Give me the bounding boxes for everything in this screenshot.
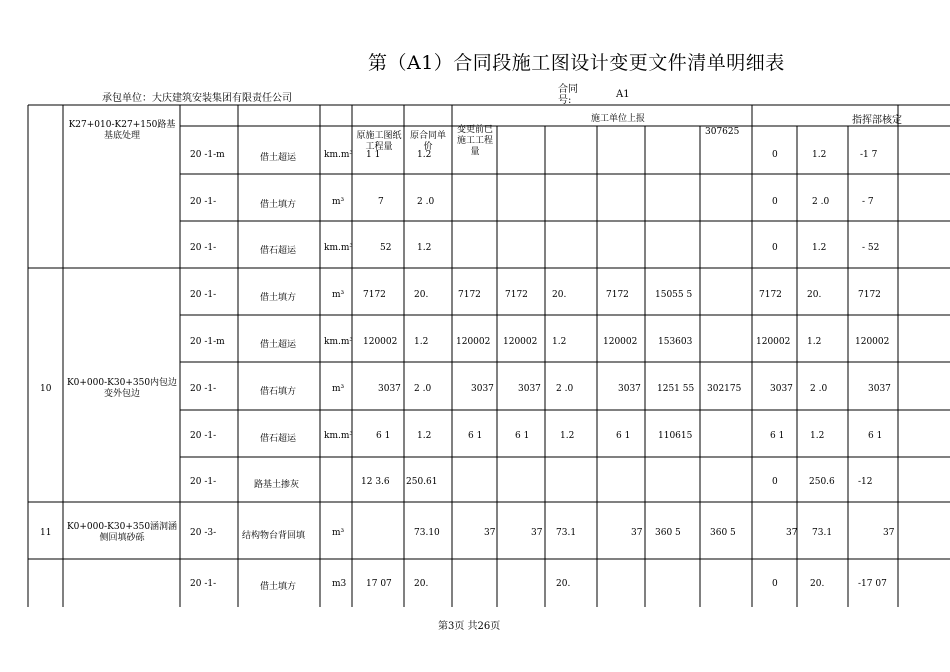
item-code: 20 -1-	[190, 384, 217, 394]
item-name: 借土填方	[260, 293, 297, 303]
item-unit: m3	[332, 579, 347, 589]
item-price: 1.2	[417, 150, 432, 160]
hq-qty: 0	[772, 579, 778, 589]
group-no: 11	[40, 528, 52, 538]
hq-qty: 120002	[756, 337, 791, 347]
item-price: 20.	[414, 290, 429, 300]
hq-diff: -12	[858, 477, 873, 487]
item-unit: km.m³	[324, 431, 353, 441]
report-price: 2 .0	[556, 384, 574, 394]
header-done-qty: 变更前已施工工程量	[456, 125, 493, 157]
item-price: 20.	[414, 579, 429, 589]
item-qty: 7172	[363, 290, 386, 300]
item-qty: 1 1	[366, 150, 381, 160]
item-unit: m³	[332, 197, 345, 207]
hq-diff: 3037	[868, 384, 891, 394]
item-qty: 12 3.6	[361, 477, 390, 487]
item-unit: m³	[332, 290, 345, 300]
item-name: 借石超运	[260, 434, 297, 444]
item-name: 借石填方	[260, 387, 297, 397]
page-title: 第（A1）合同段施工图设计变更文件清单明细表	[368, 52, 785, 74]
report-qty2: 120002	[603, 337, 638, 347]
report-price: 1.2	[560, 431, 575, 441]
report-qty2: 7172	[606, 290, 629, 300]
hq-price: 2 .0	[810, 384, 828, 394]
hq-price: 1.2	[810, 431, 825, 441]
hq-diff: 6 1	[868, 431, 883, 441]
hq-diff: -1 7	[860, 150, 878, 160]
done-qty: 120002	[456, 337, 491, 347]
hq-qty: 6 1	[770, 431, 785, 441]
report-amount: 360 5	[655, 528, 681, 538]
hq-qty: 0	[772, 243, 778, 253]
hq-price: 73.1	[812, 528, 833, 538]
item-qty: 120002	[363, 337, 398, 347]
report-price: 20.	[556, 579, 571, 589]
report-price: 1.2	[552, 337, 567, 347]
item-code: 20 -1-	[190, 197, 217, 207]
report-qty: 6 1	[515, 431, 530, 441]
item-unit: m³	[332, 384, 345, 394]
item-name: 结构物台背回填	[242, 531, 306, 541]
item-code: 20 -1-m	[190, 337, 225, 347]
hq-qty: 0	[772, 477, 778, 487]
item-code: 20 -1-m	[190, 150, 225, 160]
item-qty: 3037	[378, 384, 401, 394]
done-qty: 37	[484, 528, 496, 538]
item-unit: km.m³	[324, 243, 353, 253]
report-qty2: 6 1	[616, 431, 631, 441]
header-original-qty: 原施工图纸工程量	[356, 131, 402, 152]
item-code: 20 -1-	[190, 243, 217, 253]
report-amount: 1251 55	[657, 384, 695, 394]
hq-qty: 0	[772, 197, 778, 207]
hq-diff: - 52	[862, 243, 880, 253]
hq-diff: -17 07	[858, 579, 887, 589]
hq-qty: 3037	[770, 384, 793, 394]
item-code: 20 -1-	[190, 477, 217, 487]
hq-qty: 7172	[759, 290, 782, 300]
report-amount: 110615	[658, 431, 693, 441]
hq-price: 20.	[807, 290, 822, 300]
done-qty: 6 1	[468, 431, 483, 441]
hq-diff: 37	[883, 528, 895, 538]
item-code: 20 -1-	[190, 431, 217, 441]
contractor-label: 承包单位：大庆建筑安装集团有限责任公司	[102, 93, 292, 104]
header-top-total: 307625	[705, 127, 740, 137]
report-qty: 3037	[518, 384, 541, 394]
item-code: 20 -1-	[190, 579, 217, 589]
item-unit: km.m³	[324, 337, 353, 347]
item-price: 1.2	[414, 337, 429, 347]
group-desc: K0+000-K30+350内包边变外包边	[66, 378, 178, 399]
item-price: 73.10	[414, 528, 440, 538]
group-no: 10	[40, 384, 52, 394]
hq-price: 250.6	[809, 477, 835, 487]
item-name: 借土超运	[260, 153, 297, 163]
item-code: 20 -3-	[190, 528, 217, 538]
report-qty: 120002	[503, 337, 538, 347]
report-price: 73.1	[556, 528, 577, 538]
item-price: 1.2	[417, 431, 432, 441]
report-qty2: 37	[631, 528, 643, 538]
report-qty: 37	[531, 528, 543, 538]
group-desc: K0+000-K30+350涵洞涵侧回填砂砾	[66, 522, 178, 543]
item-price: 1.2	[417, 243, 432, 253]
hq-diff: 120002	[855, 337, 890, 347]
report-amount: 153603	[658, 337, 693, 347]
item-name: 借石超运	[260, 246, 297, 256]
hq-qty: 0	[772, 150, 778, 160]
report-qty: 7172	[505, 290, 528, 300]
header-hq-approval: 指挥部核定	[852, 115, 902, 126]
item-qty: 6 1	[376, 431, 391, 441]
hq-price: 1.2	[812, 150, 827, 160]
hq-qty: 37	[786, 528, 798, 538]
report-qty2: 3037	[618, 384, 641, 394]
contract-no-value: A1	[616, 89, 630, 100]
item-qty: 7	[378, 197, 384, 207]
report-price: 20.	[552, 290, 567, 300]
item-unit: m³	[332, 528, 345, 538]
item-price: 2 .0	[417, 197, 435, 207]
group-total: 360 5	[710, 528, 736, 538]
header-contractor-report: 施工单位上报	[591, 114, 646, 124]
report-amount: 15055 5	[655, 290, 693, 300]
group-desc: K27+010-K27+150路基基底处理	[68, 120, 176, 141]
hq-price: 2 .0	[812, 197, 830, 207]
item-unit: km.m³	[324, 150, 353, 160]
contract-no-label: 合同号:	[558, 84, 578, 106]
page-footer: 第3页 共26页	[438, 621, 501, 632]
item-name: 借土超运	[260, 340, 297, 350]
item-name: 借土填方	[260, 200, 297, 210]
item-qty: 17 07	[366, 579, 392, 589]
item-name: 路基土掺灰	[254, 480, 300, 490]
item-price: 250.61	[406, 477, 438, 487]
header-unit-price: 原合同单价	[409, 131, 446, 152]
hq-price: 20.	[810, 579, 825, 589]
group-total: 302175	[707, 384, 742, 394]
done-qty: 7172	[458, 290, 481, 300]
item-qty: 52	[380, 243, 392, 253]
hq-price: 1.2	[812, 243, 827, 253]
hq-diff: 7172	[858, 290, 881, 300]
hq-diff: - 7	[862, 197, 874, 207]
item-name: 借土填方	[260, 582, 297, 592]
done-qty: 3037	[471, 384, 494, 394]
hq-price: 1.2	[807, 337, 822, 347]
item-price: 2 .0	[414, 384, 432, 394]
item-code: 20 -1-	[190, 290, 217, 300]
